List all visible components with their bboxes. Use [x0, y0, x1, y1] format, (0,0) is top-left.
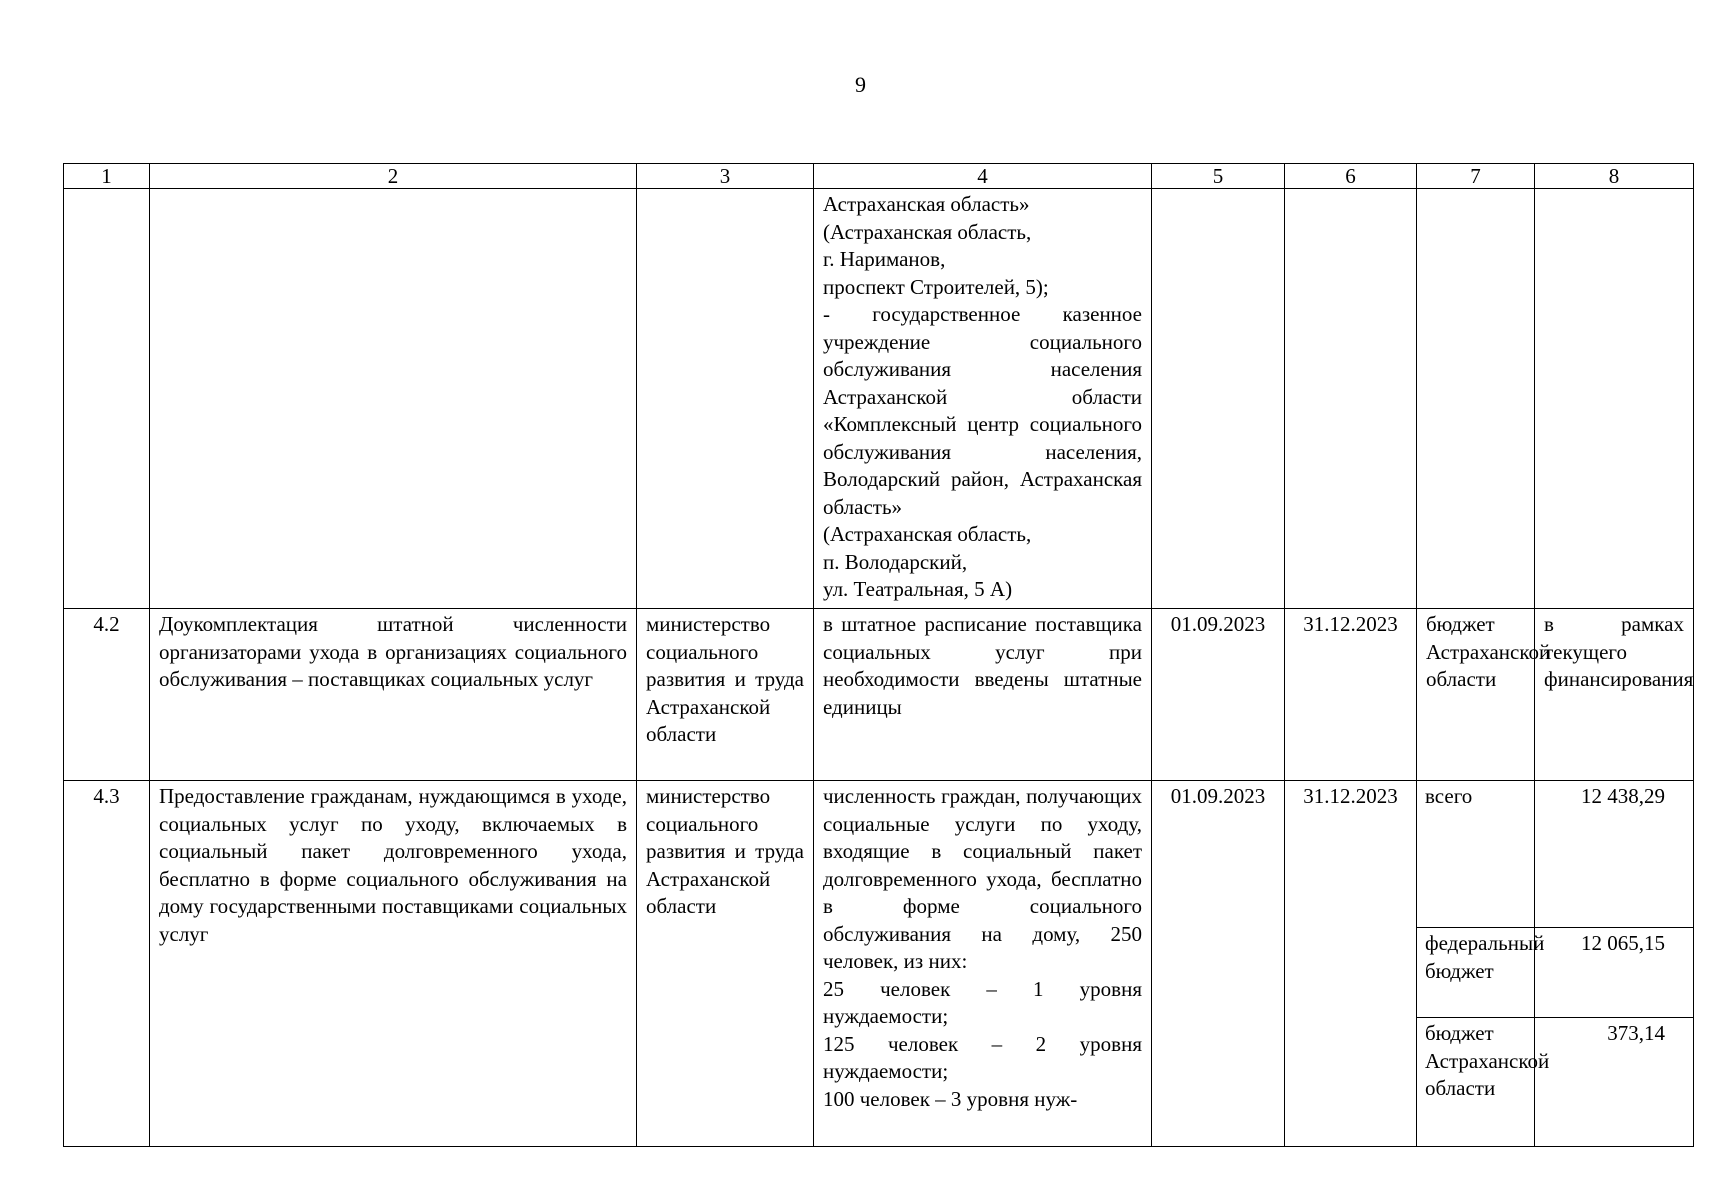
measure-name: Доукомплектация штатной численности организаторами ухода в организациях социального обслуживания – поставщиках социальных услуг: [150, 609, 637, 781]
row-number: 4.2: [64, 609, 150, 781]
expected-result: в штатное расписание поставщика социальных услуг при необходимости введены штатные единицы: [814, 609, 1152, 781]
start-date: 01.09.2023: [1152, 609, 1285, 781]
cont-cell-result: Астраханская область» (Астраханская область, г. Нариманов, проспект Строителей, 5); - государственное казенное учреждение социального обслуживания населения Астраханской области «Комплексный центр социального обслуживания населения, Володарский район, Астраханская область» (Астраханская область, п. Володарский, ул. Театральная, 5 А): [814, 189, 1152, 609]
header-col-8: 8: [1535, 164, 1694, 189]
funding-amount: в рамках текущего финансирования: [1535, 609, 1694, 781]
continuation-row: [64, 189, 1694, 609]
end-date: 31.12.2023: [1285, 609, 1417, 781]
cont-cell-8: [1535, 189, 1694, 609]
responsible-executor: министерство социального развития и труда Астраханской области: [637, 609, 814, 781]
funding-amount-federal: 12 065,15: [1535, 927, 1693, 1017]
cont-cell-7: [1417, 189, 1535, 609]
header-col-7: 7: [1417, 164, 1535, 189]
header-col-1: 1: [64, 164, 150, 189]
header-col-5: 5: [1152, 164, 1285, 189]
cont-cell-5: [1152, 189, 1285, 609]
row-number: 4.3: [64, 781, 150, 1147]
funding-sources: [1417, 781, 1550, 1147]
page-number: 9: [855, 72, 866, 97]
header-col-6: 6: [1285, 164, 1417, 189]
plan-table: [63, 163, 1694, 1147]
funding-amount-total: 12 438,29: [1581, 784, 1665, 808]
table-row-4-2: [64, 609, 1694, 781]
responsible-executor: министерство социального развития и труда Астраханской области: [637, 781, 814, 1147]
measure-name: Предоставление гражданам, нуждающимся в уходе, социальных услуг по уходу, включаемых в социальный пакет долговременного ухода, бесплатно в форме социального обслуживания на дому государственными поставщиками социальных услуг: [150, 781, 637, 1147]
cont-cell-6: [1285, 189, 1417, 609]
header-col-2: 2: [150, 164, 637, 189]
funding-source-regional: бюджет Астраханской области: [1417, 1017, 1534, 1105]
header-col-4: 4: [814, 164, 1152, 189]
funding-source: бюджет Астраханской области: [1417, 609, 1535, 781]
header-row: [64, 164, 1694, 189]
header-col-3: 3: [637, 164, 814, 189]
table-row-4-3: [64, 781, 1694, 1147]
funding-amount-regional: 373,14: [1535, 1017, 1693, 1050]
expected-result: численность граждан, получающих социальные услуги по уходу, входящие в социальный пакет долговременного ухода, бесплатно в форме социального обслуживания на дому, 250 человек, из них: 25 человек – 1 уровня нуждаемости; 125 человек – 2 уровня нуждаемости; 100 человек – 3 уровня нуж-: [814, 781, 1152, 1147]
cont-cell-1: [64, 189, 150, 609]
cont-cell-3: [637, 189, 814, 609]
funding-amounts: [1535, 781, 1694, 1147]
end-date: 31.12.2023: [1285, 781, 1417, 1147]
cont-cell-2: [150, 189, 637, 609]
start-date: 01.09.2023: [1152, 781, 1285, 1147]
funding-source-federal: федеральный бюджет: [1417, 927, 1534, 1017]
funding-source-total: всего: [1425, 784, 1473, 808]
